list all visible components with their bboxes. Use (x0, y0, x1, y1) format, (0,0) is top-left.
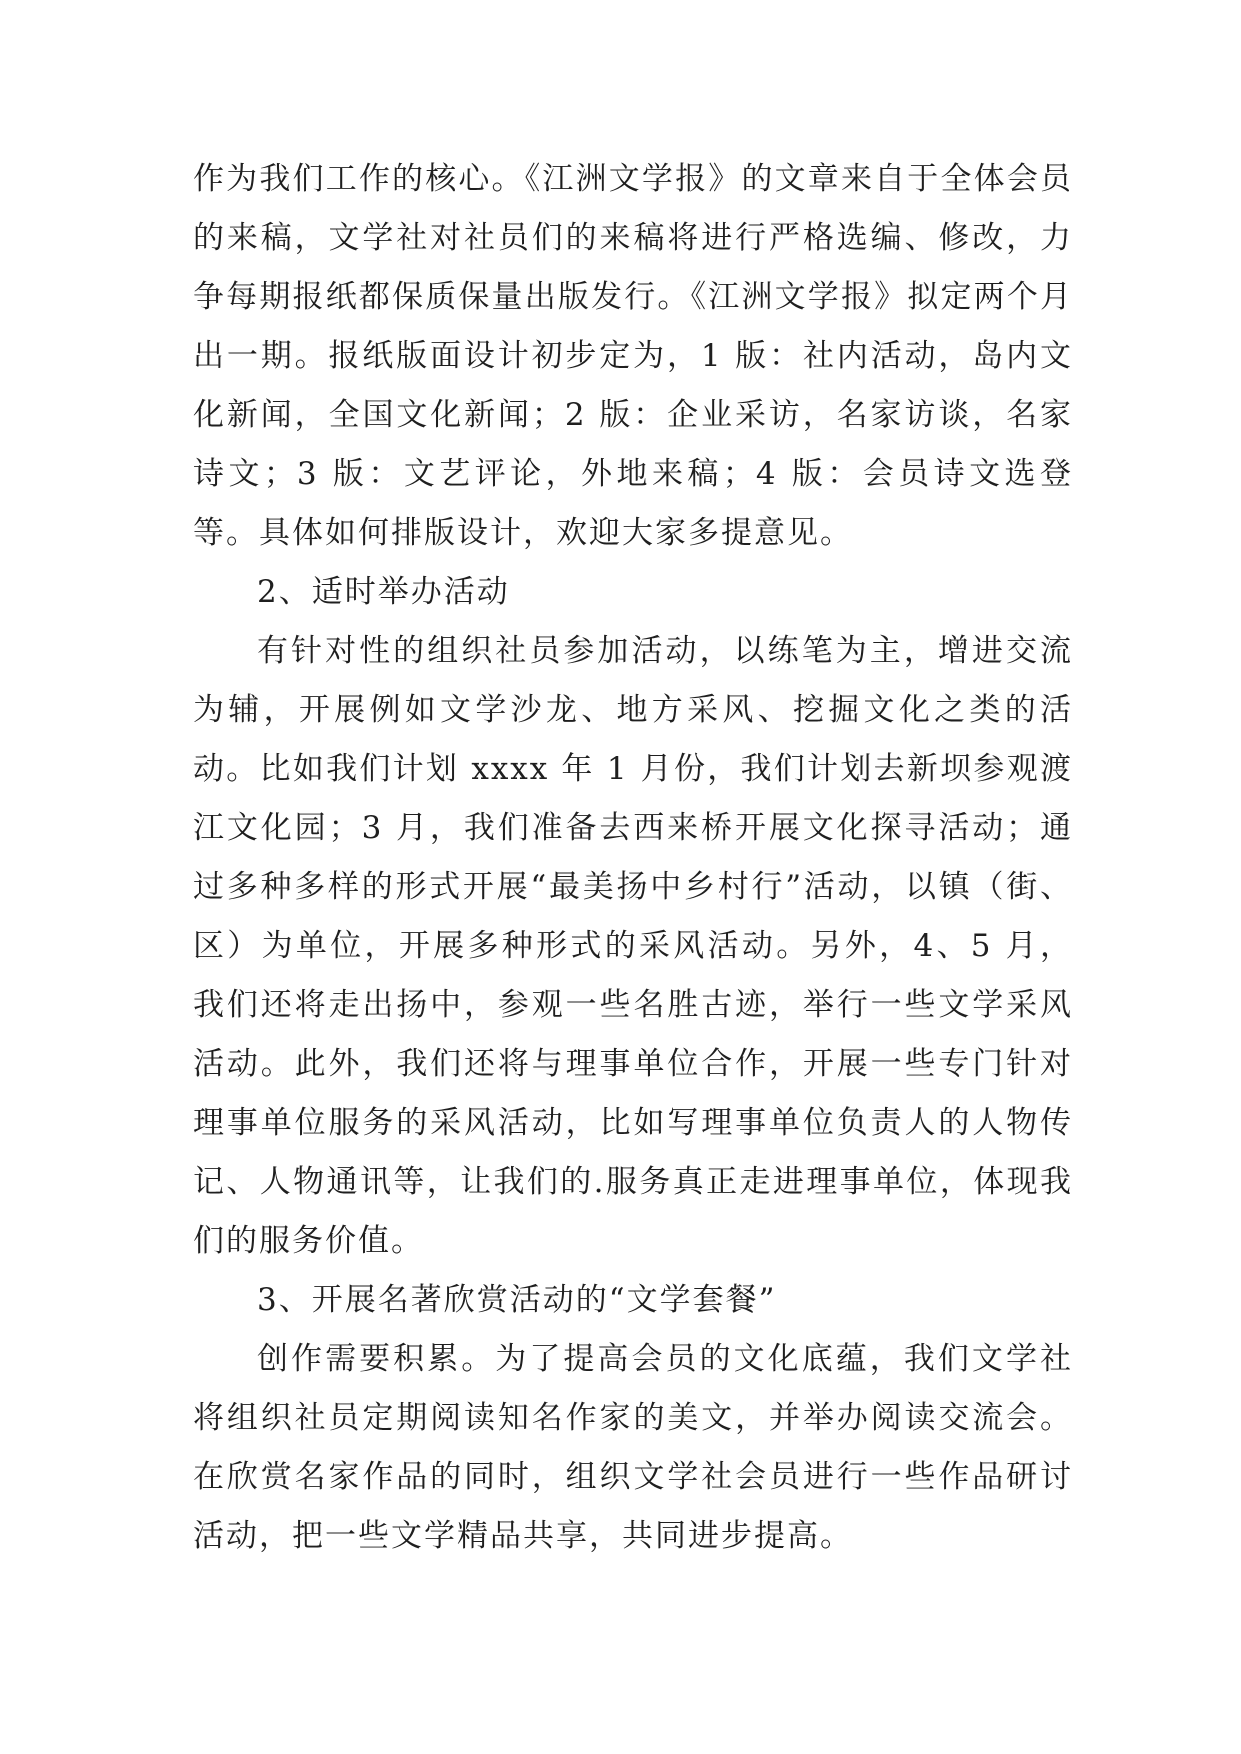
paragraph-classics: 创作需要积累。为了提高会员的文化底蕴，我们文学社将组织社员定期阅读知名作家的美文，并举办阅读交流会。在欣赏名家作品的同时，组织文学社会员进行一些作品研讨活动，把一些文学精品共享，共同进步提高。 (193, 1341, 1073, 1554)
section-heading-activities: 2、适时举办活动 (257, 574, 510, 610)
document-body (193, 150, 1073, 1566)
paragraph-activities: 有针对性的组织社员参加活动，以练笔为主，增进交流为辅，开展例如文学沙龙、地方采风、挖掘文化之类的活动。比如我们计划 xxxx 年 1 月份，我们计划去新坝参观渡江文化园；3 月，我们准备去西来桥开展文化探寻活动；通过多种多样的形式开展“最美扬中乡村行”活动，以镇（街、区）为单位，开展多种形式的采风活动。另外，4、5 月，我们还将走出扬中，参观一些名胜古迹，举行一些文学采风活动。此外，我们还将与理事单位合作，开展一些专门针对理事单位服务的采风活动，比如写理事单位负责人的人物传记、人物通讯等，让我们的.服务真正走进理事单位，体现我们的服务价值。 (193, 633, 1073, 1259)
section-heading-classics: 3、开展名著欣赏活动的“文学套餐” (257, 1282, 777, 1318)
paragraph-continuation: 作为我们工作的核心。《江洲文学报》的文章来自于全体会员的来稿，文学社对社员们的来稿将进行严格选编、修改，力争每期报纸都保质保量出版发行。《江洲文学报》拟定两个月出一期。报纸版面设计初步定为，1 版：社内活动，岛内文化新闻，全国文化新闻；2 版：企业采访，名家访谈，名家诗文；3 版：文艺评论，外地来稿；4 版：会员诗文选登等。具体如何排版设计，欢迎大家多提意见。 (193, 161, 1073, 551)
